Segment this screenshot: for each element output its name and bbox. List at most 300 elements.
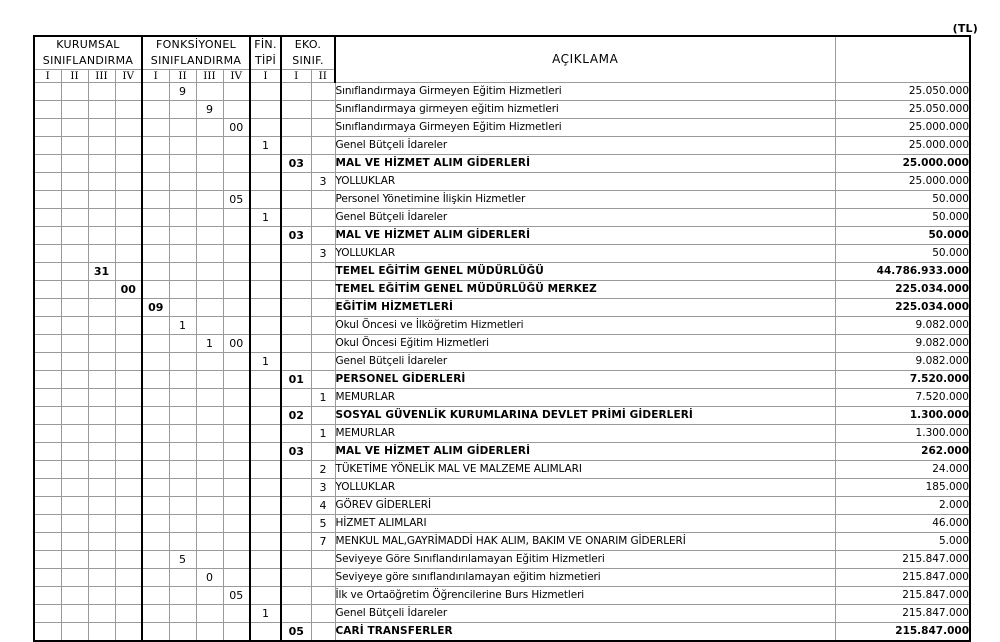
cell-code-k3 — [88, 442, 115, 460]
header-kurumsal-iii: III — [88, 69, 115, 82]
cell-code-k2 — [61, 172, 88, 190]
cell-description: MAL VE HİZMET ALIM GİDERLERİ — [335, 226, 835, 244]
header-fonksiyonel: FONKSİYONEL SINIFLANDIRMA — [142, 36, 250, 69]
table-row — [34, 586, 970, 604]
cell-code-k1 — [34, 226, 61, 244]
cell-code-e2: 1 — [311, 388, 335, 406]
cell-code-f1 — [142, 586, 169, 604]
cell-code-f1 — [142, 514, 169, 532]
cell-code-f4 — [223, 388, 250, 406]
cell-code-f1 — [142, 280, 169, 298]
cell-amount: 46.000 — [835, 514, 970, 532]
cell-code-k2 — [61, 136, 88, 154]
cell-code-f3 — [196, 388, 223, 406]
cell-code-e2 — [311, 262, 335, 280]
cell-code-f2 — [169, 478, 196, 496]
cell-description: Genel Bütçeli İdareler — [335, 208, 835, 226]
cell-code-f1 — [142, 424, 169, 442]
cell-code-k4 — [115, 370, 142, 388]
cell-code-e1 — [281, 568, 311, 586]
cell-description: MENKUL MAL,GAYRİMADDİ HAK ALIM, BAKIM VE ONARIM GİDERLERİ — [335, 532, 835, 550]
cell-code-e2 — [311, 298, 335, 316]
cell-amount: 9.082.000 — [835, 352, 970, 370]
cell-code-e2 — [311, 82, 335, 100]
cell-code-f1 — [142, 406, 169, 424]
cell-code-f2 — [169, 388, 196, 406]
cell-code-f1 — [142, 316, 169, 334]
cell-code-k1 — [34, 316, 61, 334]
cell-code-f1 — [142, 118, 169, 136]
cell-code-f4: 05 — [223, 190, 250, 208]
cell-code-k1 — [34, 334, 61, 352]
cell-code-f3 — [196, 352, 223, 370]
table-row — [34, 262, 970, 280]
table-row — [34, 118, 970, 136]
cell-code-fin — [250, 226, 281, 244]
cell-code-k2 — [61, 460, 88, 478]
cell-code-k3 — [88, 136, 115, 154]
header-kurumsal: KURUMSAL SINIFLANDIRMA — [34, 36, 142, 69]
cell-code-f2 — [169, 208, 196, 226]
cell-code-k4 — [115, 100, 142, 118]
cell-amount: 25.000.000 — [835, 172, 970, 190]
table-row — [34, 100, 970, 118]
cell-code-e1 — [281, 82, 311, 100]
cell-code-f1 — [142, 550, 169, 568]
cell-code-e1 — [281, 514, 311, 532]
cell-code-f1 — [142, 334, 169, 352]
cell-code-e2: 3 — [311, 478, 335, 496]
cell-code-f1 — [142, 172, 169, 190]
cell-description: TEMEL EĞİTİM GENEL MÜDÜRLÜĞÜ — [335, 262, 835, 280]
cell-code-f1 — [142, 244, 169, 262]
cell-code-e1 — [281, 136, 311, 154]
cell-description: Genel Bütçeli İdareler — [335, 352, 835, 370]
table-row — [34, 514, 970, 532]
table-row — [34, 460, 970, 478]
cell-code-e1: 03 — [281, 226, 311, 244]
cell-code-k3 — [88, 622, 115, 641]
cell-code-f2 — [169, 334, 196, 352]
header-fin-tipi-i: I — [250, 69, 281, 82]
cell-code-k1 — [34, 208, 61, 226]
cell-code-k3 — [88, 100, 115, 118]
cell-amount: 25.050.000 — [835, 82, 970, 100]
header-amount — [835, 36, 970, 82]
cell-code-fin — [250, 406, 281, 424]
cell-code-k3 — [88, 82, 115, 100]
cell-code-k3 — [88, 190, 115, 208]
cell-code-k1 — [34, 622, 61, 641]
table-row — [34, 496, 970, 514]
cell-code-k2 — [61, 316, 88, 334]
cell-code-e2 — [311, 226, 335, 244]
table-row — [34, 442, 970, 460]
cell-code-k2 — [61, 586, 88, 604]
cell-code-e1 — [281, 316, 311, 334]
cell-amount: 262.000 — [835, 442, 970, 460]
header-eko-sinif: EKO. SINIF. — [281, 36, 335, 69]
cell-code-k4 — [115, 298, 142, 316]
cell-code-f2 — [169, 406, 196, 424]
cell-description: YOLLUKLAR — [335, 244, 835, 262]
table-row — [34, 244, 970, 262]
cell-code-k2 — [61, 280, 88, 298]
cell-code-k3 — [88, 334, 115, 352]
cell-amount: 25.000.000 — [835, 154, 970, 172]
cell-amount: 50.000 — [835, 226, 970, 244]
cell-code-e1 — [281, 262, 311, 280]
cell-code-f3 — [196, 298, 223, 316]
cell-code-f2 — [169, 586, 196, 604]
cell-code-k4: 00 — [115, 280, 142, 298]
cell-code-f1 — [142, 352, 169, 370]
cell-code-k4 — [115, 154, 142, 172]
cell-code-f2: 1 — [169, 316, 196, 334]
cell-code-f4 — [223, 478, 250, 496]
cell-code-f4 — [223, 550, 250, 568]
cell-code-e1 — [281, 586, 311, 604]
cell-amount: 215.847.000 — [835, 622, 970, 641]
cell-code-k1 — [34, 244, 61, 262]
cell-code-k2 — [61, 514, 88, 532]
cell-code-f3 — [196, 226, 223, 244]
cell-code-f4 — [223, 514, 250, 532]
cell-code-k2 — [61, 442, 88, 460]
cell-code-k3 — [88, 496, 115, 514]
cell-code-k4 — [115, 586, 142, 604]
cell-code-e2 — [311, 100, 335, 118]
cell-code-f1 — [142, 496, 169, 514]
cell-code-e1 — [281, 550, 311, 568]
cell-amount: 44.786.933.000 — [835, 262, 970, 280]
cell-code-k1 — [34, 352, 61, 370]
table-row — [34, 82, 970, 100]
cell-code-fin — [250, 370, 281, 388]
cell-code-f2 — [169, 514, 196, 532]
cell-code-e2 — [311, 586, 335, 604]
cell-code-k2 — [61, 388, 88, 406]
cell-code-f2 — [169, 280, 196, 298]
cell-code-k1 — [34, 118, 61, 136]
cell-description: SOSYAL GÜVENLİK KURUMLARINA DEVLET PRİMİ GİDERLERİ — [335, 406, 835, 424]
table-row — [34, 154, 970, 172]
cell-amount: 185.000 — [835, 478, 970, 496]
cell-code-f3 — [196, 262, 223, 280]
cell-code-k3 — [88, 226, 115, 244]
cell-code-f4 — [223, 136, 250, 154]
cell-code-f2: 9 — [169, 82, 196, 100]
cell-code-k4 — [115, 550, 142, 568]
cell-code-k3 — [88, 586, 115, 604]
cell-code-f1 — [142, 370, 169, 388]
cell-code-e1 — [281, 244, 311, 262]
cell-code-f4 — [223, 370, 250, 388]
cell-code-e2 — [311, 316, 335, 334]
cell-code-f1 — [142, 136, 169, 154]
cell-code-e1: 05 — [281, 622, 311, 641]
cell-code-k3 — [88, 604, 115, 622]
cell-code-k1 — [34, 406, 61, 424]
cell-code-f3 — [196, 442, 223, 460]
cell-code-e2 — [311, 136, 335, 154]
cell-code-f1 — [142, 82, 169, 100]
cell-code-k4 — [115, 406, 142, 424]
cell-code-fin — [250, 262, 281, 280]
cell-code-e1: 03 — [281, 154, 311, 172]
cell-code-k1 — [34, 496, 61, 514]
cell-description: EĞİTİM HİZMETLERİ — [335, 298, 835, 316]
cell-code-fin — [250, 388, 281, 406]
cell-code-f4: 00 — [223, 118, 250, 136]
cell-amount: 225.034.000 — [835, 280, 970, 298]
cell-code-fin — [250, 172, 281, 190]
cell-code-e1 — [281, 352, 311, 370]
cell-code-k4 — [115, 568, 142, 586]
header-kurumsal-ii: II — [61, 69, 88, 82]
cell-code-f4 — [223, 172, 250, 190]
header-eko-sinif-i: I — [281, 69, 311, 82]
cell-code-fin: 1 — [250, 208, 281, 226]
table-row — [34, 172, 970, 190]
cell-description: PERSONEL GİDERLERİ — [335, 370, 835, 388]
cell-code-fin: 1 — [250, 136, 281, 154]
cell-code-k2 — [61, 424, 88, 442]
cell-code-f3 — [196, 316, 223, 334]
cell-code-k3 — [88, 208, 115, 226]
cell-code-k1 — [34, 514, 61, 532]
cell-code-fin: 1 — [250, 604, 281, 622]
cell-code-f3 — [196, 532, 223, 550]
cell-code-k2 — [61, 352, 88, 370]
cell-code-fin — [250, 316, 281, 334]
cell-amount: 25.050.000 — [835, 100, 970, 118]
cell-code-k3 — [88, 244, 115, 262]
cell-code-e2: 3 — [311, 172, 335, 190]
cell-code-k1 — [34, 568, 61, 586]
cell-code-f2: 5 — [169, 550, 196, 568]
cell-amount: 1.300.000 — [835, 424, 970, 442]
cell-description: Personel Yönetimine İlişkin Hizmetler — [335, 190, 835, 208]
cell-description: Sınıflandırmaya Girmeyen Eğitim Hizmetleri — [335, 82, 835, 100]
cell-code-f3 — [196, 460, 223, 478]
cell-code-e1 — [281, 280, 311, 298]
cell-code-f1 — [142, 442, 169, 460]
table-row — [34, 280, 970, 298]
table-row — [34, 298, 970, 316]
cell-code-k2 — [61, 478, 88, 496]
cell-code-f4 — [223, 568, 250, 586]
cell-code-e1: 02 — [281, 406, 311, 424]
cell-description: Seviyeye göre sınıflandırılamayan eğitim hizmetieri — [335, 568, 835, 586]
cell-code-f1 — [142, 190, 169, 208]
cell-code-f4 — [223, 262, 250, 280]
cell-code-f1 — [142, 262, 169, 280]
cell-code-k3 — [88, 388, 115, 406]
cell-code-f3 — [196, 496, 223, 514]
cell-code-f2 — [169, 568, 196, 586]
cell-amount: 2.000 — [835, 496, 970, 514]
cell-code-e1 — [281, 208, 311, 226]
cell-code-f3 — [196, 136, 223, 154]
header-fin-tipi: FİN. TİPİ — [250, 36, 281, 69]
cell-code-k4 — [115, 262, 142, 280]
cell-code-fin — [250, 586, 281, 604]
cell-code-f1 — [142, 532, 169, 550]
cell-code-f2 — [169, 244, 196, 262]
cell-code-f1 — [142, 226, 169, 244]
cell-amount: 24.000 — [835, 460, 970, 478]
cell-code-f4 — [223, 280, 250, 298]
cell-code-k4 — [115, 334, 142, 352]
cell-amount: 1.300.000 — [835, 406, 970, 424]
cell-code-k1 — [34, 424, 61, 442]
cell-amount: 9.082.000 — [835, 316, 970, 334]
cell-code-e1 — [281, 388, 311, 406]
cell-amount: 215.847.000 — [835, 550, 970, 568]
cell-code-f2 — [169, 442, 196, 460]
cell-code-f2 — [169, 118, 196, 136]
header-kurumsal-i: I — [34, 69, 61, 82]
cell-code-f4 — [223, 496, 250, 514]
cell-code-e2: 3 — [311, 244, 335, 262]
cell-code-k4 — [115, 172, 142, 190]
cell-code-f1 — [142, 100, 169, 118]
cell-code-f3 — [196, 370, 223, 388]
table-row — [34, 568, 970, 586]
cell-code-e2: 5 — [311, 514, 335, 532]
cell-amount: 9.082.000 — [835, 334, 970, 352]
cell-description: Seviyeye Göre Sınıflandırılamayan Eğitim Hizmetleri — [335, 550, 835, 568]
cell-code-f3 — [196, 478, 223, 496]
cell-code-f3: 9 — [196, 100, 223, 118]
budget-table — [33, 35, 971, 642]
cell-code-k2 — [61, 334, 88, 352]
cell-code-f4: 05 — [223, 586, 250, 604]
cell-description: MEMURLAR — [335, 424, 835, 442]
cell-code-f2 — [169, 370, 196, 388]
cell-code-k2 — [61, 550, 88, 568]
header-fonksiyonel-iv: IV — [223, 69, 250, 82]
cell-code-k2 — [61, 118, 88, 136]
cell-code-k3 — [88, 118, 115, 136]
cell-code-k2 — [61, 622, 88, 641]
cell-code-f4 — [223, 460, 250, 478]
cell-code-f2 — [169, 496, 196, 514]
cell-code-f2 — [169, 226, 196, 244]
cell-code-k3 — [88, 370, 115, 388]
table-row — [34, 190, 970, 208]
cell-code-f2 — [169, 154, 196, 172]
cell-code-f4 — [223, 208, 250, 226]
cell-amount: 215.847.000 — [835, 604, 970, 622]
cell-code-e2: 4 — [311, 496, 335, 514]
cell-code-f2 — [169, 172, 196, 190]
cell-code-k2 — [61, 100, 88, 118]
cell-code-fin — [250, 100, 281, 118]
cell-description: Okul Öncesi Eğitim Hizmetleri — [335, 334, 835, 352]
table-row — [34, 226, 970, 244]
cell-amount: 225.034.000 — [835, 298, 970, 316]
cell-code-f1 — [142, 478, 169, 496]
cell-code-k1 — [34, 604, 61, 622]
cell-code-f1 — [142, 568, 169, 586]
cell-code-k3 — [88, 550, 115, 568]
cell-code-f3 — [196, 172, 223, 190]
cell-code-k3 — [88, 568, 115, 586]
cell-code-k1 — [34, 136, 61, 154]
cell-amount: 50.000 — [835, 190, 970, 208]
cell-code-k1 — [34, 478, 61, 496]
cell-code-f2 — [169, 298, 196, 316]
cell-amount: 50.000 — [835, 208, 970, 226]
cell-code-e2 — [311, 568, 335, 586]
cell-code-e2 — [311, 622, 335, 641]
cell-code-fin — [250, 622, 281, 641]
cell-code-f4 — [223, 352, 250, 370]
cell-code-fin: 1 — [250, 352, 281, 370]
cell-code-e2 — [311, 154, 335, 172]
table-header — [34, 36, 970, 82]
cell-code-e2 — [311, 352, 335, 370]
cell-code-f1 — [142, 154, 169, 172]
currency-unit-label: (TL) — [952, 22, 978, 35]
cell-code-e2 — [311, 550, 335, 568]
cell-code-k3 — [88, 280, 115, 298]
cell-code-f3 — [196, 82, 223, 100]
cell-code-e2: 7 — [311, 532, 335, 550]
cell-code-k4 — [115, 442, 142, 460]
cell-code-f3 — [196, 190, 223, 208]
cell-code-e1 — [281, 460, 311, 478]
cell-code-e2 — [311, 442, 335, 460]
table-row — [34, 352, 970, 370]
cell-code-k3 — [88, 316, 115, 334]
cell-code-f3: 1 — [196, 334, 223, 352]
cell-description: TÜKETİME YÖNELİK MAL VE MALZEME ALIMLARI — [335, 460, 835, 478]
cell-code-k4 — [115, 208, 142, 226]
cell-description: YOLLUKLAR — [335, 172, 835, 190]
cell-code-fin — [250, 550, 281, 568]
cell-code-e2: 1 — [311, 424, 335, 442]
cell-code-e1 — [281, 604, 311, 622]
cell-code-f2 — [169, 100, 196, 118]
cell-description: GÖREV GİDERLERİ — [335, 496, 835, 514]
cell-code-f3 — [196, 208, 223, 226]
cell-code-f2 — [169, 190, 196, 208]
cell-code-fin — [250, 244, 281, 262]
cell-code-f3 — [196, 424, 223, 442]
header-fonksiyonel-ii: II — [169, 69, 196, 82]
cell-code-k2 — [61, 154, 88, 172]
cell-code-f4 — [223, 82, 250, 100]
cell-code-k4 — [115, 424, 142, 442]
header-eko-sinif-ii: II — [311, 69, 335, 82]
cell-code-k4 — [115, 244, 142, 262]
cell-code-e1: 03 — [281, 442, 311, 460]
cell-code-fin — [250, 568, 281, 586]
cell-code-f4 — [223, 406, 250, 424]
cell-description: İlk ve Ortaöğretim Öğrencilerine Burs Hizmetleri — [335, 586, 835, 604]
header-aciklama: AÇIKLAMA — [335, 36, 835, 82]
cell-code-e1 — [281, 172, 311, 190]
cell-code-k4 — [115, 226, 142, 244]
cell-code-k3 — [88, 352, 115, 370]
cell-code-fin — [250, 514, 281, 532]
cell-code-k3 — [88, 298, 115, 316]
table-body — [34, 82, 970, 641]
cell-description: Genel Bütçeli İdareler — [335, 604, 835, 622]
